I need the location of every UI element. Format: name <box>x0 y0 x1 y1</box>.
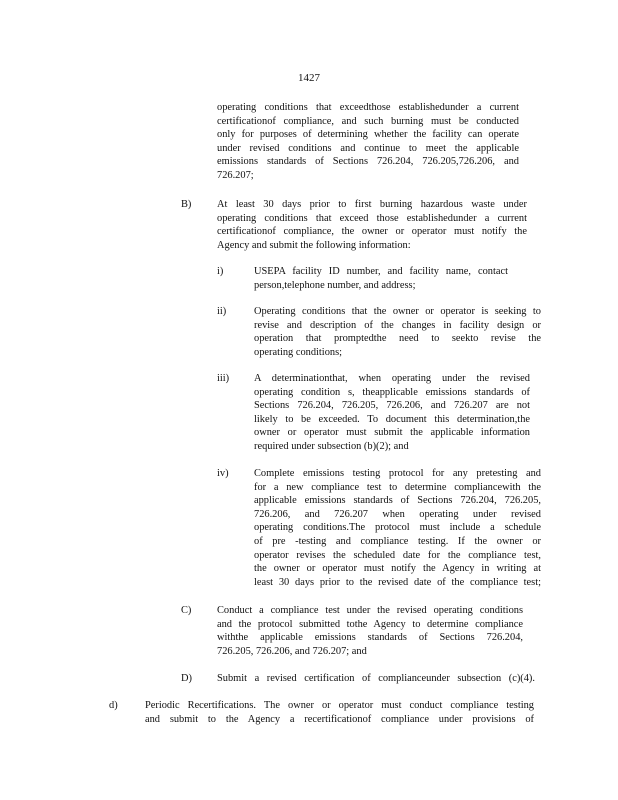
text-line: required under subsection (b)(2); and <box>254 440 409 452</box>
text-line: revise and description of the changes in facility design or <box>254 319 541 331</box>
text-line: certificationof compliance, and such burning must be conducted <box>217 115 519 127</box>
item-d-lower-text <box>145 699 534 726</box>
subitem-ii-text <box>254 305 541 359</box>
item-c-marker: C) <box>181 605 192 616</box>
item-c-text <box>217 604 523 658</box>
text-line: Agency and submit the following information: <box>217 239 411 251</box>
text-line: Conduct a compliance test under the revised operating conditions <box>217 605 523 616</box>
text-line: for a new compliance test to determine compliancewith the <box>254 481 541 493</box>
subitem-iv-marker: iv) <box>217 468 229 479</box>
item-b-marker: B) <box>181 199 192 210</box>
item-b-text <box>217 198 527 252</box>
subitem-iv-text <box>254 467 541 589</box>
text-line: likely to be exceeded. To document this determination,the <box>254 413 530 425</box>
text-line: owner or operator must submit the applicable information <box>254 427 530 439</box>
subitem-i-marker: i) <box>217 266 224 277</box>
text-line: operator revises the scheduled date for the compliance test, <box>254 549 541 561</box>
text-line: withthe applicable emissions standards of Sections 726.204, <box>217 632 523 644</box>
subitem-i-text <box>254 265 508 292</box>
text-line: 726.206, and 726.207 when operating under revised <box>254 508 541 520</box>
text-line: emissions standards of Sections 726.204, 726.205,726.206, and <box>217 156 519 168</box>
text-line: Periodic Recertifications. The owner or operator must conduct compliance testing <box>145 700 534 711</box>
text-line: Complete emissions testing protocol for any pretesting and <box>254 468 541 479</box>
text-line: only for purposes of determining whether the facility can operate <box>217 129 519 141</box>
text-line: least 30 days prior to the revised date of the compliance test; <box>254 576 541 588</box>
text-line: under revised conditions and continue to meet the applicable <box>217 142 519 154</box>
text-line: certificationof compliance, the owner or operator must notify the <box>217 226 527 238</box>
text-line: At least 30 days prior to first burning hazardous waste under <box>217 199 527 210</box>
text-line: 726.205, 726.206, and 726.207; and <box>217 645 367 657</box>
text-line: 726.207; <box>217 169 254 181</box>
item-d-lower-marker: d) <box>109 700 118 711</box>
text-line: Sections 726.204, 726.205, 726.206, and 726.207 are not <box>254 400 530 412</box>
page-number: 1427 <box>298 72 320 84</box>
item-d-upper-text <box>217 672 535 686</box>
text-line: and the protocol submitted tothe Agency to determine compliance <box>217 618 523 630</box>
text-line: operating conditions.The protocol must include a schedule <box>254 522 541 534</box>
text-line: operation that promptedthe need to seekto revise the <box>254 333 541 345</box>
text-line: Operating conditions that the owner or operator is seeking to <box>254 306 541 317</box>
text-line: USEPA facility ID number, and facility name, contact <box>254 266 508 277</box>
subitem-iii-marker: iii) <box>217 373 230 384</box>
text-line: applicable emissions standards of Sections 726.204, 726.205, <box>254 495 541 507</box>
text-line: Submit a revised certification of complianceunder subsection (c)(4). <box>217 673 535 684</box>
text-line: operating conditions that exceed those establishedunder a current <box>217 212 527 224</box>
text-line: A determinationthat, when operating under the revised <box>254 373 530 384</box>
text-line: operating condition s, theapplicable emissions standards of <box>254 386 530 398</box>
text-line: and submit to the Agency a recertificationof compliance under provisions of <box>145 713 534 725</box>
text-line: operating conditions; <box>254 346 343 358</box>
text-line: person,telephone number, and address; <box>254 279 416 291</box>
text-line: operating conditions that exceedthose establishedunder a current <box>217 102 519 113</box>
intro-paragraph <box>217 101 519 183</box>
subitem-iii-text <box>254 372 530 454</box>
text-line: of pre -testing and compliance testing. If the owner or <box>254 535 541 547</box>
item-d-upper-marker: D) <box>181 673 192 684</box>
subitem-ii-marker: ii) <box>217 306 227 317</box>
text-line: the owner or operator must notify the Agency in writing at <box>254 563 541 575</box>
